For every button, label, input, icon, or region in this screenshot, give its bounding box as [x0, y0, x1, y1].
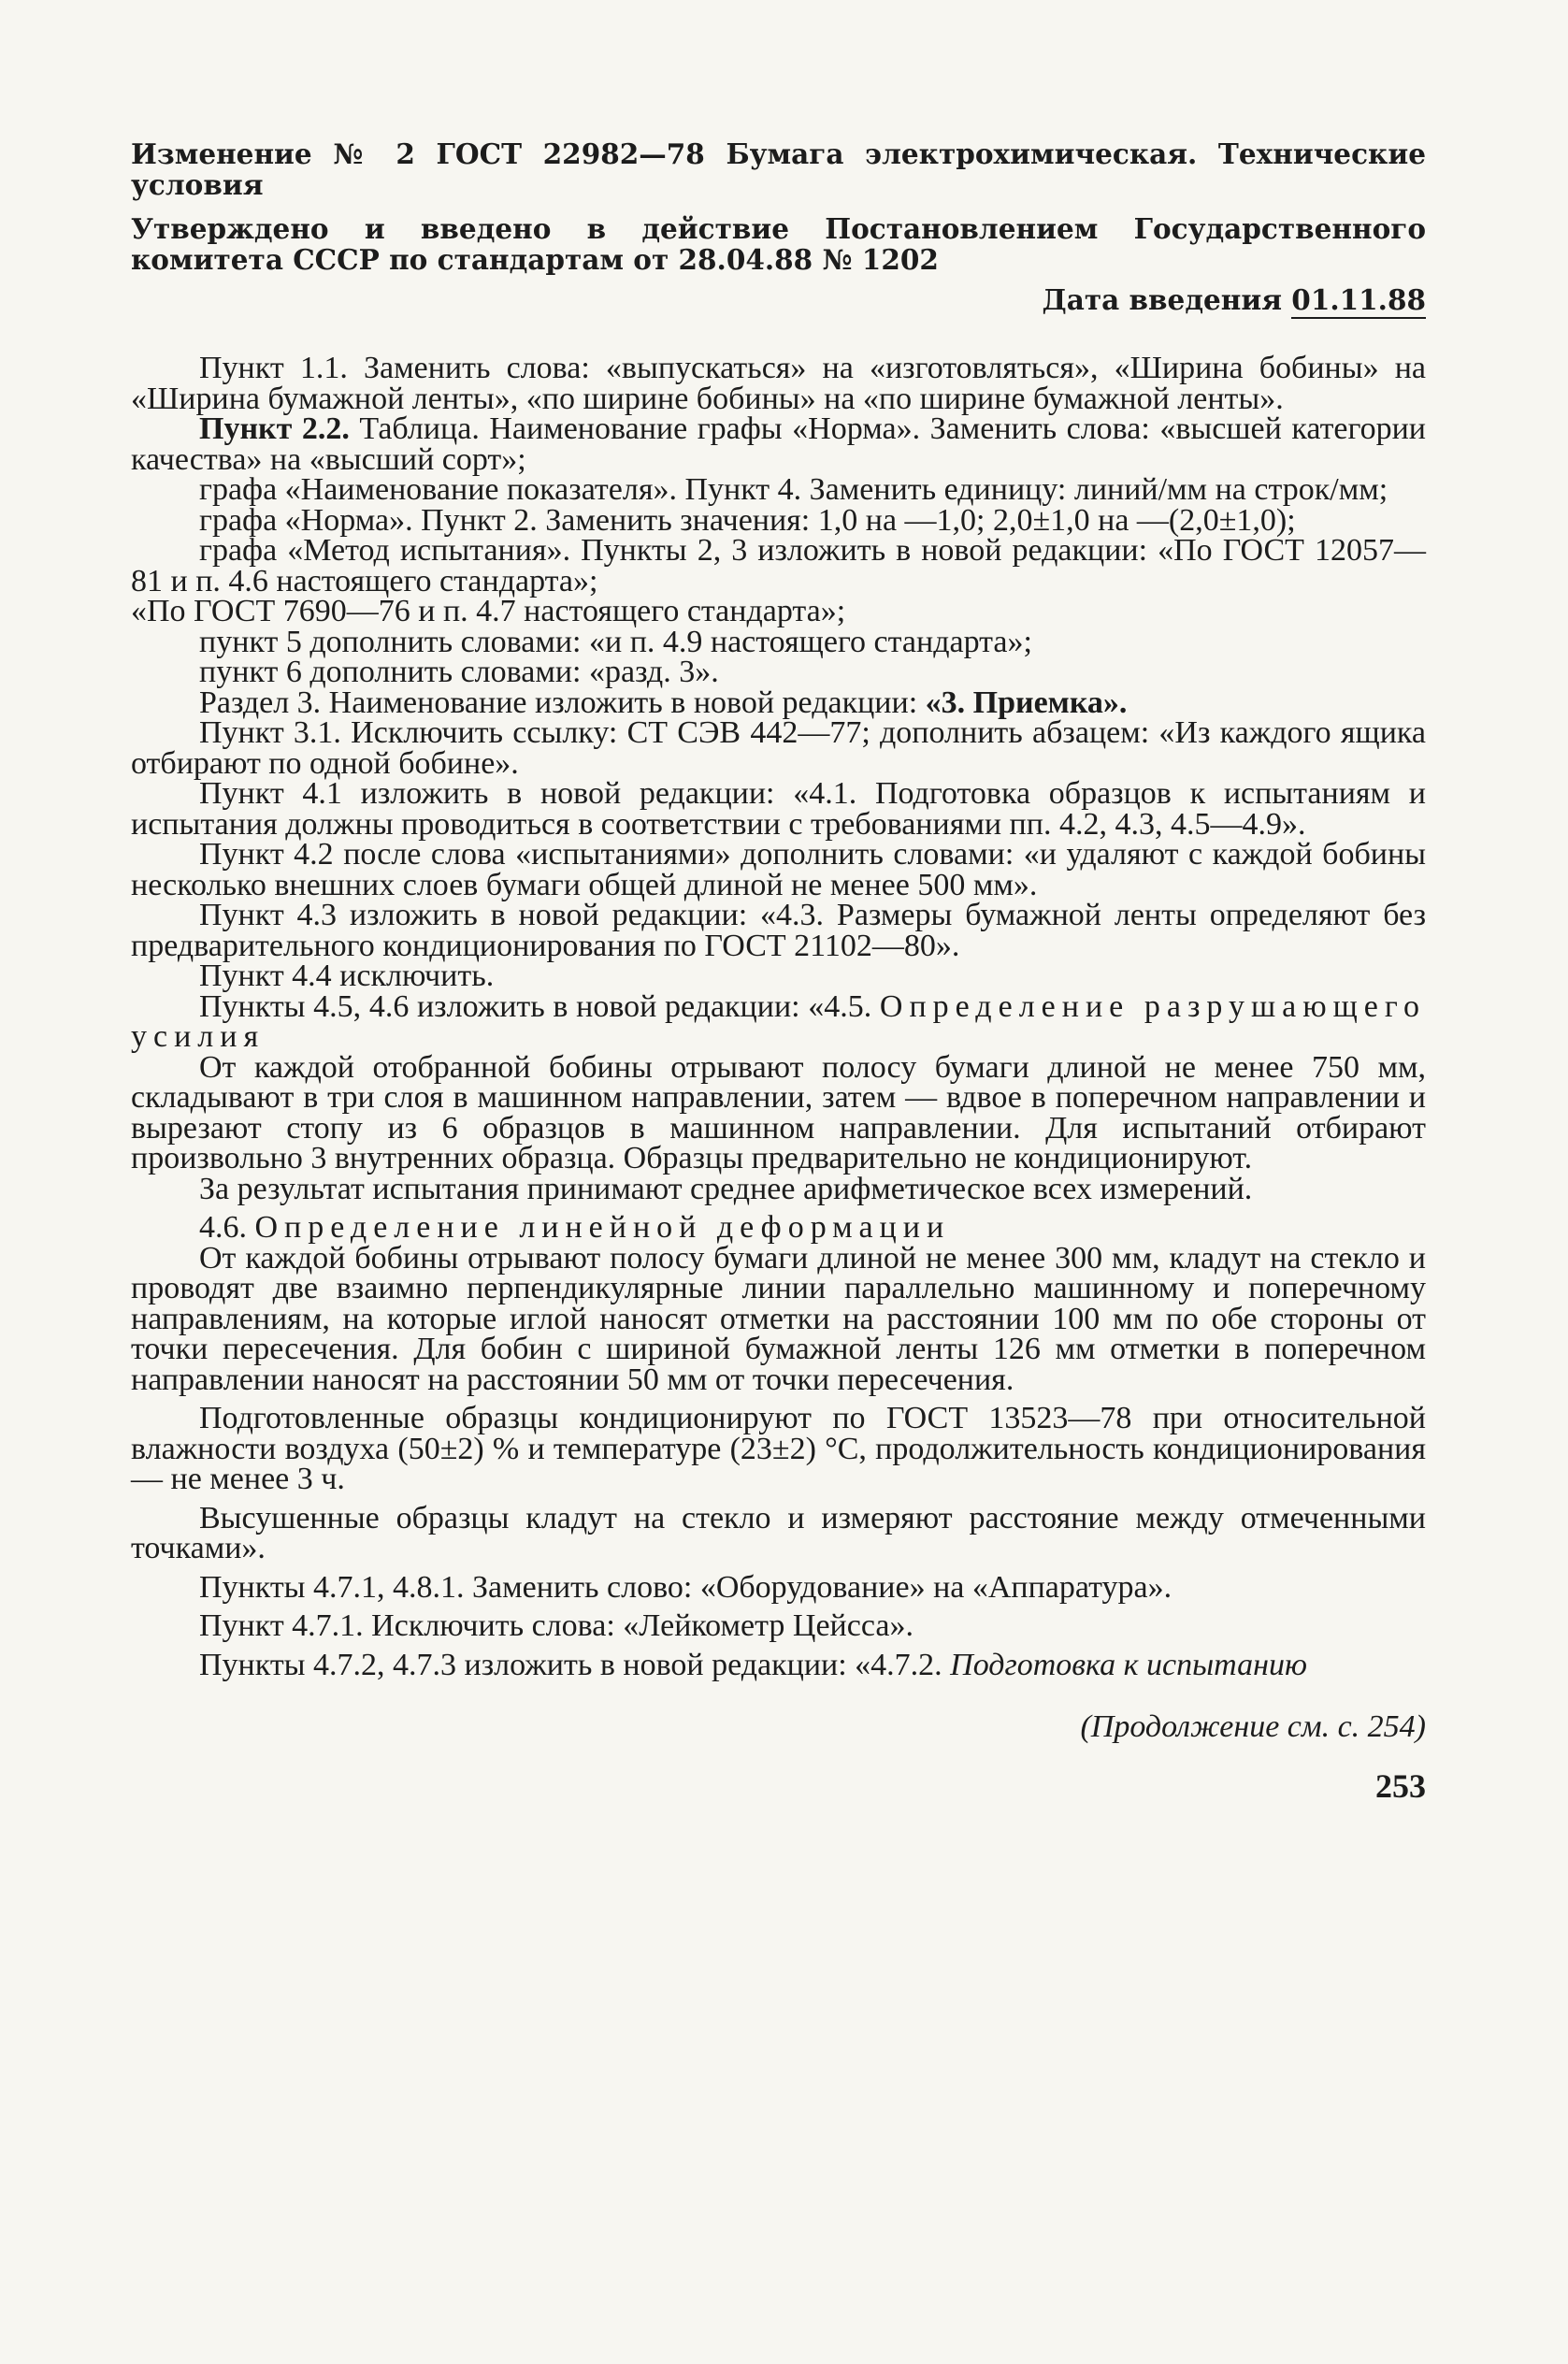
paragraph [131, 1210, 1426, 1245]
intro-date-label: Дата введения [1042, 283, 1283, 316]
approval-statement: Утверждено и введено в действие Постановлением Государственного комитета СССР по стандартам от 28.04.88 № 1202 [131, 212, 1426, 276]
subsection-title: Подготовка к испытанию [950, 1647, 1307, 1682]
paragraph: Пункт 4.2 после слова «испытаниями» дополнить словами: «и удаляют с каждой бобины несколько внешних слоев бумаги общей длиной не менее 500 мм». [131, 837, 1426, 902]
paragraph [131, 1647, 1426, 1682]
intro-date: 01.11.88 [1291, 283, 1426, 319]
paragraph: графа «Наименование показателя». Пункт 4. Заменить единицу: линий/мм на строк/мм; [199, 472, 1388, 507]
continuation-note: (Продолжение см. с. 254) [1080, 1709, 1426, 1744]
paragraph: Высушенные образцы кладут на стекло и измеряют расстояние между отмеченными точками». [131, 1500, 1426, 1565]
paragraph-text: Раздел 3. Наименование изложить в новой редакции: [199, 685, 926, 720]
paragraph: Пункт 4.3 изложить в новой редакции: «4.3. Размеры бумажной ленты определяют без предварительного кондиционирования по ГОСТ 21102—80». [131, 898, 1426, 963]
paragraph [131, 411, 1427, 477]
paragraph [131, 685, 1426, 720]
paragraph: Пункт 4.7.1. Исключить слова: «Лейкометр Цейсса». [199, 1608, 913, 1643]
change-title: Изменение № 2 ГОСТ 22982—78 Бумага электрохимическая. Технические условия [131, 137, 1426, 201]
document-body [131, 353, 1426, 1680]
paragraph-text: Пункты 4.7.2, 4.7.3 изложить в новой редакции: «4.7.2. [199, 1647, 951, 1682]
intro-date-line [131, 284, 1426, 316]
paragraph: пункт 6 дополнить словами: «разд. 3». [199, 655, 719, 689]
paragraph-text: Пункты 4.5, 4.6 изложить в новой редакции: «4.5. [199, 988, 880, 1024]
paragraph: От каждой бобины отрывают полосу бумаги длиной не менее 300 мм, кладут на стекло и проводят две взаимно перпендикулярные линии параллельно машинному и поперечному направлениям, на которые иглой наносят отметки на расстоянии 100 мм по обе стороны от точки пересечения. Для бобин с шириной бумажной ленты 126 мм отметки в поперечном направлении наносят на расстоянии 50 мм от точки пересечения. [131, 1240, 1426, 1397]
paragraph: Подготовленные образцы кондиционируют по ГОСТ 13523—78 при относительной влажности воздуха (50±2) % и температуре (23±2) °С, продолжительность кондиционирования — не менее 3 ч. [131, 1401, 1426, 1496]
paragraph: Пункт 4.4 исключить. [199, 959, 495, 993]
paragraph: «По ГОСТ 7690—76 и п. 4.7 настоящего стандарта»; [131, 594, 846, 628]
paragraph: Пункты 4.7.1, 4.8.1. Заменить слово: «Оборудование» на «Аппаратура». [199, 1569, 1172, 1605]
paragraph-text: Таблица. Наименование графы «Норма». Заменить слова: «высшей категории качества» на «высший сорт»; [131, 411, 1427, 477]
section-title: «3. Приемка». [925, 685, 1128, 720]
paragraph: Пункт 3.1. Исключить ссылку: СТ СЭВ 442—77; дополнить абзацем: «Из каждого ящика отбирают по одной бобине». [131, 715, 1426, 781]
document-page [131, 138, 1426, 1806]
paragraph-text: 4.6. [199, 1210, 255, 1245]
paragraph [131, 988, 1426, 1054]
paragraph: пункт 5 дополнить словами: «и п. 4.9 настоящего стандарта»; [199, 624, 1032, 659]
paragraph: графа «Норма». Пункт 2. Заменить значения: 1,0 на —1,0; 2,0±1,0 на —(2,0±1,0); [199, 502, 1296, 538]
paragraph: Пункт 4.1 изложить в новой редакции: «4.1. Подготовка образцов к испытаниям и испытания должны проводиться в соответствии с требованиями пп. 4.2, 4.3, 4.5—4.9». [131, 776, 1426, 842]
paragraph: За результат испытания принимают среднее арифметическое всех измерений. [199, 1171, 1253, 1206]
subsection-title: Определение линейной деформации [254, 1210, 951, 1245]
paragraph: графа «Метод испытания». Пункты 2, 3 изложить в новой редакции: «По ГОСТ 12057—81 и п. 4.6 настоящего стандарта»; [131, 533, 1426, 598]
paragraph-ref: Пункт 2.2. [199, 411, 350, 446]
paragraph: Пункт 1.1. Заменить слова: «выпускаться» на «изготовляться», «Ширина бобины» на «Ширина бумажной ленты», «по ширине бобины» на «по ширине бумажной ленты». [131, 351, 1426, 416]
page-number: 253 [1375, 1767, 1426, 1805]
subsection-title: Определение разрушающего усилия [131, 988, 1426, 1054]
paragraph: От каждой отобранной бобины отрывают полосу бумаги длиной не менее 750 мм, складывают в три слоя в машинном направлении, затем — вдвое в поперечном направлении и вырезают стопу из 6 образцов в машинном направлении. Для испытаний отбирают произвольно 3 внутренних образца. Образцы предварительно не кондиционируют. [131, 1049, 1426, 1175]
